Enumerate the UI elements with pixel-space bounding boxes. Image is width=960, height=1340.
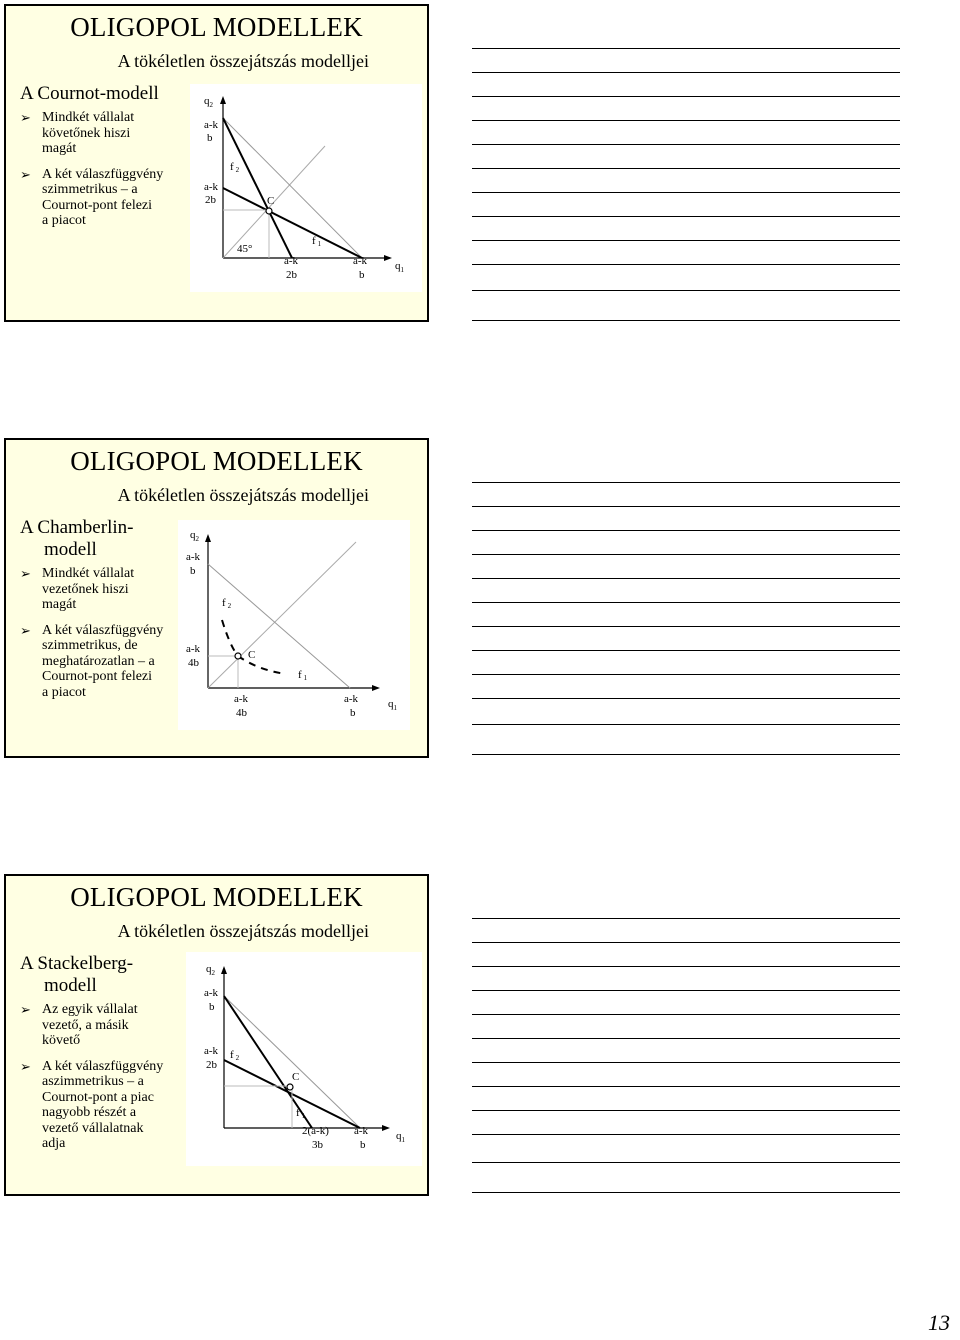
slide-stackelberg <box>4 874 429 1196</box>
bullet-list <box>20 1002 185 1162</box>
slide-subtitle: A tökéletlen összejátszás modelljei <box>117 921 369 941</box>
svg-text:q2: $q_2$ <box>206 963 215 977</box>
svg-text:b: b <box>207 132 213 144</box>
slide-cournot <box>4 4 429 322</box>
svg-text:a-k: a-k <box>186 643 201 655</box>
svg-text:b: b <box>360 1139 366 1151</box>
svg-text:2b: 2b <box>205 194 216 206</box>
svg-text:C: C <box>248 649 256 661</box>
arrow-bullet-icon: ➢ <box>20 1058 31 1074</box>
svg-text:4b: 4b <box>236 707 247 719</box>
svg-text:q1: $q_1$ <box>388 698 397 712</box>
svg-text:f2: f 2 <box>230 161 240 174</box>
svg-text:b: b <box>359 269 365 281</box>
svg-text:a-k: a-k <box>204 181 219 193</box>
stackelberg-diagram <box>186 952 422 1166</box>
svg-text:q1: $q_1$ <box>395 260 404 274</box>
page-number: 13 <box>928 1310 950 1335</box>
svg-text:a-k: a-k <box>186 551 201 563</box>
model-heading: A Stackelberg- modell <box>20 953 134 996</box>
svg-text:3b: 3b <box>312 1139 323 1151</box>
slide-subtitle: A tökéletlen összejátszás modelljei <box>117 485 369 505</box>
f2-reaction-curve <box>222 620 238 656</box>
slide-title: OLIGOPOL MODELLEK <box>70 446 363 476</box>
notes-lines-2 <box>472 438 900 758</box>
f1-reaction-curve <box>238 656 286 674</box>
bullet-list <box>20 566 185 710</box>
slide-chamberlin <box>4 438 429 758</box>
f2-reaction-line <box>223 118 362 258</box>
svg-text:b: b <box>209 1001 215 1013</box>
svg-text:C: C <box>267 195 275 207</box>
bullet-item: ➢ A két válaszfüggvény szimmetrikus – a Cournot-pont felezi a piacot <box>20 166 164 228</box>
svg-text:a-k: a-k <box>284 255 299 267</box>
cournot-diagram <box>190 84 422 292</box>
svg-text:2b: 2b <box>286 269 297 281</box>
cournot-point <box>235 653 241 659</box>
svg-text:C: C <box>292 1071 300 1083</box>
svg-text:f2: f 2 <box>230 1049 240 1062</box>
bullet-item: ➢ A két válaszfüggvény aszimmetrikus – a Cournot-pont a piac nagyobb részét a vezető vállalatnak adja <box>20 1058 164 1151</box>
svg-text:f1: f 1 <box>298 669 308 682</box>
bullet-item: ➢ A két válaszfüggvény szimmetrikus, de meghatározatlan – a Cournot-pont felezi a piacot <box>20 622 164 700</box>
slide-title: OLIGOPOL MODELLEK <box>70 12 363 42</box>
slide-title: OLIGOPOL MODELLEK <box>70 882 363 912</box>
svg-text:a-k: a-k <box>353 255 368 267</box>
svg-text:b: b <box>350 707 356 719</box>
notes-lines-3 <box>472 874 900 1196</box>
svg-text:45°: 45° <box>237 243 253 255</box>
svg-text:q1: $q_1$ <box>396 1130 405 1144</box>
arrow-bullet-icon: ➢ <box>20 1002 31 1017</box>
svg-text:b: b <box>190 565 196 577</box>
svg-text:q2: $q_2$ <box>204 95 213 109</box>
market-demand-line <box>208 564 350 688</box>
bullet-item: ➢ Mindkét vállalat követőnek hiszi magát <box>20 110 135 156</box>
arrow-bullet-icon: ➢ <box>20 166 31 182</box>
svg-text:a-k: a-k <box>234 693 249 705</box>
slide-subtitle: A tökéletlen összejátszás modelljei <box>117 51 369 71</box>
arrow-bullet-icon: ➢ <box>20 622 31 638</box>
arrow-bullet-icon: ➢ <box>20 110 31 125</box>
svg-text:2b: 2b <box>206 1059 217 1071</box>
arrow-bullet-icon: ➢ <box>20 566 31 581</box>
svg-text:a-k: a-k <box>204 119 219 131</box>
svg-text:a-k: a-k <box>204 1045 219 1057</box>
svg-text:f1: f 1 <box>296 1107 306 1120</box>
bullet-item: ➢ Mindkét vállalat vezetőnek hiszi magát <box>20 566 135 612</box>
svg-text:a-k: a-k <box>344 693 359 705</box>
svg-text:2(a-k): 2(a-k) <box>302 1125 329 1137</box>
svg-text:a-k: a-k <box>354 1125 369 1137</box>
svg-text:f1: f 1 <box>312 235 322 248</box>
model-heading: A Chamberlin- modell <box>20 517 134 560</box>
svg-text:a-k: a-k <box>204 987 219 999</box>
bullet-item: ➢ Az egyik vállalat vezető, a másik követő <box>20 1002 138 1048</box>
svg-text:q2: $q_2$ <box>190 529 199 543</box>
svg-text:f2: f 2 <box>222 597 232 610</box>
model-heading: A Cournot-modell <box>20 83 159 104</box>
notes-lines-1 <box>472 4 900 324</box>
svg-text:4b: 4b <box>188 657 199 669</box>
cournot-point <box>266 208 272 214</box>
stackelberg-point <box>287 1084 293 1090</box>
chamberlin-diagram <box>178 520 410 730</box>
bullet-list <box>20 110 190 239</box>
